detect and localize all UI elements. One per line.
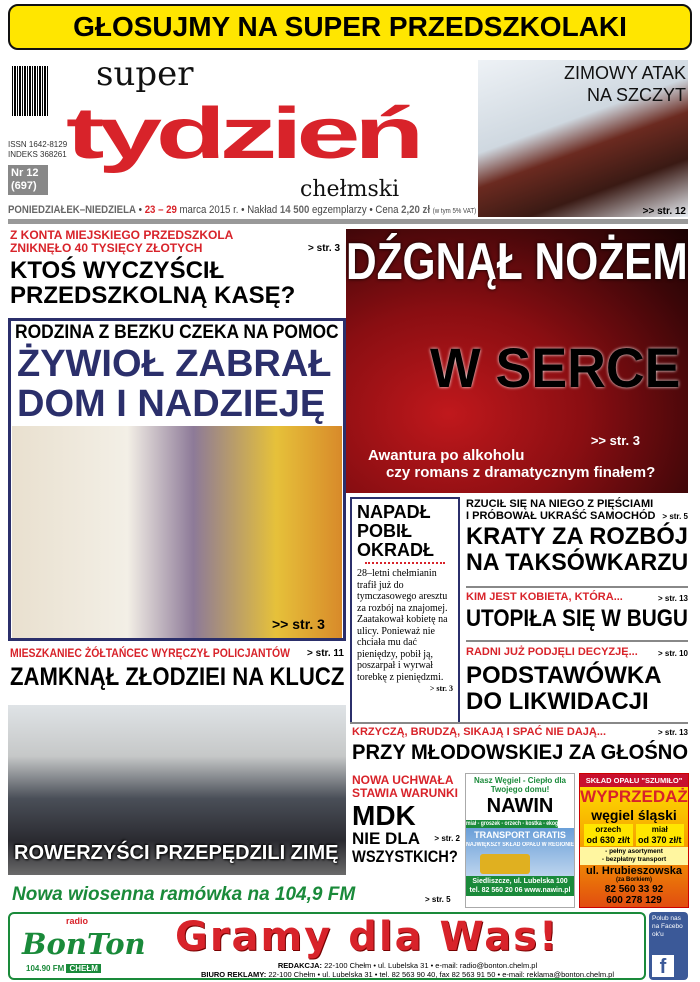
story-klucz[interactable] bbox=[10, 646, 344, 692]
naklad: 14 500 bbox=[279, 204, 310, 216]
month: marca 2015 r. bbox=[179, 204, 239, 216]
headline bbox=[466, 524, 688, 576]
story-kasa[interactable] bbox=[10, 229, 340, 308]
ad-sale: WYPRZEDAŻ bbox=[580, 787, 688, 806]
divider bbox=[466, 586, 688, 588]
teaser-title: NA SZCZYT bbox=[586, 85, 686, 105]
headline bbox=[11, 344, 337, 424]
ad-city: CHEŁM bbox=[66, 964, 100, 973]
ad-name: SKŁAD OPAŁU "SZUMIŁO" bbox=[580, 774, 688, 787]
divider bbox=[350, 722, 688, 724]
ad-products: miał - groszek - orzech - kostka - ekogroszek bbox=[466, 821, 575, 827]
headline-line: NIE DLA bbox=[352, 829, 420, 848]
headline-line: KRATY ZA ROZBÓJ bbox=[466, 523, 688, 550]
story-kraty[interactable] bbox=[466, 498, 688, 576]
ad-slogan: Gramy dla Was! bbox=[175, 914, 560, 960]
kicker: KIM JEST KOBIETA, KTÓRA... bbox=[466, 591, 623, 603]
headline-line: MDK bbox=[352, 800, 416, 831]
ad-phone: 82 560 33 92 bbox=[604, 884, 664, 895]
price-label: Cena bbox=[375, 204, 399, 216]
naklad-label: Nakład bbox=[247, 204, 278, 216]
headline bbox=[10, 258, 340, 308]
page-ref: > str. 13 bbox=[657, 594, 688, 603]
lead-headline: W SERCE bbox=[430, 336, 681, 399]
family-photo bbox=[12, 426, 342, 638]
ad-www[interactable]: www.nawin.pl bbox=[524, 887, 571, 894]
kicker: KRZYCZĄ, BRUDZĄ, SIKAJĄ I SPAĆ NIE DAJĄ... bbox=[352, 726, 607, 738]
ad-freq: 104.90 FM bbox=[26, 964, 65, 973]
facebook-text: Polub nas na Facebook'u bbox=[652, 915, 683, 938]
story-napadl[interactable] bbox=[350, 497, 460, 724]
biuro-label: BIURO REKLAMY: bbox=[200, 970, 267, 979]
dates: 23 – 29 bbox=[144, 204, 177, 216]
teaser-top[interactable] bbox=[564, 62, 686, 106]
ad-phone: tel. 82 560 20 06 bbox=[469, 887, 523, 894]
top-banner[interactable]: GŁOSUJMY NA SUPER PRZEDSZKOLAKI bbox=[8, 4, 692, 50]
ad-product: miał bbox=[651, 825, 668, 834]
ad-transport: TRANSPORT GRATIS bbox=[474, 830, 566, 840]
dateline: PONIEDZIAŁEK–NIEDZIELA • 23 – 29 marca 2015 r. • Nakład 14 500 egzemplarzy • Cena 2,20 zł (w tym 5% VAT) bbox=[8, 204, 477, 216]
story-mlodowska[interactable] bbox=[352, 726, 688, 765]
kicker bbox=[10, 229, 280, 255]
biuro: 22-100 Chełm • ul. Lubelska 31 • tel. 82 563 90 40, fax 82 563 91 50 • e-mail: reklama@bonton.chelm.pl bbox=[268, 970, 615, 979]
headline bbox=[466, 663, 688, 715]
page-ref: > str. 10 bbox=[657, 649, 688, 658]
page-ref: > str. 5 bbox=[662, 512, 688, 521]
kicker-line: NOWA UCHWAŁA bbox=[352, 773, 454, 787]
ad-product: orzech bbox=[595, 825, 622, 834]
logo-tydzien: tydzień bbox=[66, 94, 419, 174]
headline-line: KTOŚ WYCZYŚCIŁ bbox=[10, 257, 225, 284]
ad-feature: - pełny asortyment bbox=[605, 848, 663, 855]
headline-line: ŻYWIOŁ ZABRAŁ bbox=[17, 343, 332, 385]
divider bbox=[8, 219, 688, 224]
barcode bbox=[12, 66, 48, 116]
ad-phone: 600 278 129 bbox=[606, 895, 662, 906]
logo-super: super bbox=[96, 54, 194, 94]
page-ref: > str. 5 bbox=[425, 895, 451, 904]
bonton-logo: BonTon bbox=[22, 927, 146, 961]
headline-line: POBIŁ bbox=[357, 521, 413, 541]
ad-street-note: (za Borkiem) bbox=[615, 877, 652, 883]
ad-price: od 630 zł/t bbox=[586, 835, 630, 845]
teaser-title: ZIMOWY ATAK bbox=[563, 63, 686, 83]
kicker-line: STAWIA WARUNKI bbox=[352, 786, 458, 800]
story-bug[interactable] bbox=[466, 591, 688, 633]
kicker-line: RZUCIŁ SIĘ NA NIEGO Z PIĘŚCIAMI bbox=[466, 498, 654, 510]
divider bbox=[466, 640, 688, 642]
ad-szumilo[interactable] bbox=[579, 773, 689, 908]
headline-line: OKRADŁ bbox=[357, 540, 434, 560]
naklad-unit: egzemplarzy bbox=[312, 204, 367, 216]
page-ref: >> str. 3 bbox=[590, 433, 640, 448]
days: PONIEDZIAŁEK–NIEDZIELA bbox=[8, 204, 136, 216]
teaser-ref: >> str. 12 bbox=[642, 206, 686, 217]
kicker-line: ZNIKNĘŁO 40 TYSIĘCY ZŁOTYCH bbox=[10, 241, 203, 255]
lead-sub: czy romans z dramatycznym finałem? bbox=[386, 464, 656, 481]
kicker: RODZINA Z BEZKU CZEKA NA POMOC bbox=[15, 322, 339, 343]
dots bbox=[365, 562, 445, 564]
headline: PRZY MŁODOWSKIEJ ZA GŁOŚNO bbox=[352, 741, 689, 764]
ad-bonton[interactable] bbox=[8, 912, 646, 980]
ad-brand: NAWIN bbox=[486, 795, 554, 817]
body-text: 28–letni chełmianin trafił już do tymczasowego aresztu za rozbój na znajomej. Zaatakował kobietę na ulicy. Ponieważ nie chciała mu dać pieniędzy, pobił ją, poszarpał i wyrwał torebkę z pieniędzmi. bbox=[357, 568, 448, 683]
nr: Nr 12 bbox=[11, 167, 39, 179]
page-ref: > str. 2 bbox=[434, 834, 460, 843]
logo-chelmski: chełmski bbox=[300, 177, 400, 202]
kicker-line: I PRÓBOWAŁ UKRAŚĆ SAMOCHÓD bbox=[466, 510, 656, 522]
page-ref: > str. 13 bbox=[657, 728, 688, 737]
facebook-box[interactable] bbox=[649, 912, 688, 980]
lead-sub: Awantura po alkoholu bbox=[368, 447, 525, 464]
kicker: RADNI JUŻ PODJĘLI DECYZJĘ... bbox=[466, 646, 638, 658]
headline-line: WSZYSTKICH? bbox=[352, 847, 458, 866]
headline: UTOPIŁA SIĘ W BUGU bbox=[466, 605, 688, 632]
page-ref: > str. 3 bbox=[429, 684, 453, 693]
ad-nawin[interactable] bbox=[465, 773, 575, 908]
radio-teaser[interactable]: Nowa wiosenna ramówka na 104,9 FM bbox=[12, 884, 356, 905]
ad-address: Siedliszcze, ul. Lubelska 100 bbox=[472, 878, 568, 885]
headline-line: PRZEDSZKOLNĄ KASĘ? bbox=[10, 282, 296, 309]
headline bbox=[357, 503, 453, 560]
kicker bbox=[352, 774, 460, 800]
facebook-icon[interactable]: f bbox=[652, 955, 674, 977]
ad-street: ul. Hrubieszowska bbox=[586, 865, 682, 877]
price: 2,20 zł bbox=[401, 204, 431, 216]
kicker-line: Z KONTA MIEJSKIEGO PRZEDSZKOLA bbox=[10, 228, 234, 242]
nr-total: (697) bbox=[11, 180, 37, 192]
story-mdk[interactable] bbox=[352, 774, 460, 879]
headline: ZAMKNĄŁ ZŁODZIEI NA KLUCZ bbox=[10, 663, 345, 691]
kicker: MIESZKANIEC ŻÓŁTAŃCEC WYRĘCZYŁ POLICJANTÓW bbox=[10, 646, 290, 660]
ad-price: od 370 zł/t bbox=[637, 835, 682, 845]
vat: (w tym 5% VAT) bbox=[432, 208, 477, 215]
headline-line: NAPADŁ bbox=[357, 502, 431, 522]
ad-coal: węgiel śląski bbox=[591, 807, 677, 823]
redakcja-label: REDAKCJA: bbox=[277, 961, 323, 970]
photo-caption: ROWERZYŚCI PRZEPĘDZILI ZIMĘ bbox=[14, 842, 339, 864]
ad-slogan: Nasz Węgiel - Ciepło dla Twojego domu! bbox=[473, 776, 566, 794]
issn: ISSN 1642-8129 bbox=[8, 140, 68, 149]
lead-story[interactable] bbox=[346, 229, 688, 493]
headline-line: NA TAKSÓWKARZU bbox=[466, 549, 689, 576]
page-ref: > str. 11 bbox=[307, 648, 344, 659]
headline-line: DO LIKWIDACJI bbox=[466, 688, 649, 715]
redakcja: 22-100 Chełm • ul. Lubelska 31 • e-mail: radio@bonton.chelm.pl bbox=[324, 961, 538, 970]
ad-feature: - bezpłatny transport bbox=[601, 856, 667, 863]
story-podstawowka[interactable] bbox=[466, 646, 688, 715]
lead-headline: DŹGNĄŁ NOŻEM bbox=[346, 233, 688, 291]
issn-info bbox=[8, 140, 67, 160]
ad-biggest: NAJWIĘKSZY SKŁAD OPAŁU W REGIONIE bbox=[466, 842, 575, 848]
headline-line: PODSTAWÓWKA bbox=[466, 662, 662, 689]
page-ref: > str. 3 bbox=[308, 243, 340, 254]
ad-radio: radio bbox=[66, 916, 89, 926]
issue-number bbox=[8, 165, 48, 195]
page-ref: >> str. 3 bbox=[272, 616, 325, 632]
kicker bbox=[466, 498, 654, 522]
loader-image bbox=[480, 854, 530, 874]
indeks: INDEKS 368261 bbox=[8, 150, 67, 159]
headline-line: DOM I NADZIEJĘ bbox=[17, 383, 326, 425]
